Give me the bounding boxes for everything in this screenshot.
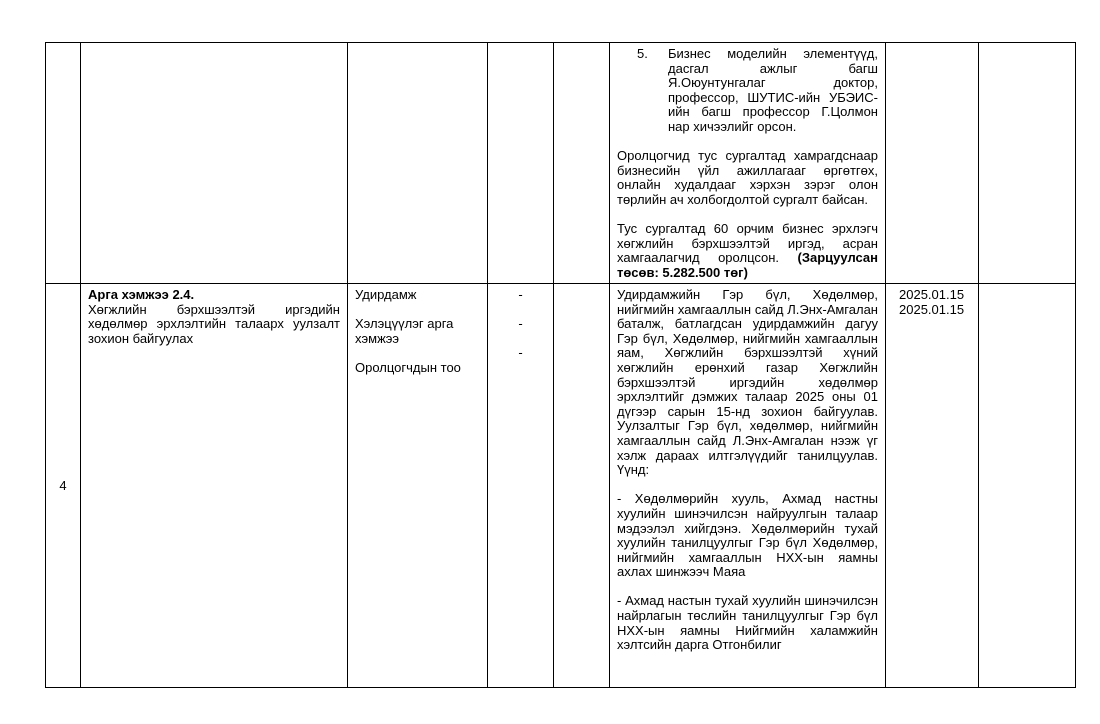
indicator-label: Оролцогчдын тоо [355, 359, 461, 375]
cell-last-empty [979, 284, 1076, 688]
row-number-cell: 4 [46, 284, 81, 688]
table-row-activity-4 [46, 284, 1076, 688]
cell-number-empty [46, 43, 81, 284]
results-paragraph: - Хөдөлмөрийн хууль, Ахмад настны хуулийн шинэчилсэн найруулгын талаар мэдээлэл хийгдэнэ. Хөдөлмөрийн тухай хуулийн танилцуулгыг Гэр бүл Хөдөлмөр, нийгмийн хамгааллын НХХ-ын яамны ахлах шинжээч Маяа [617, 491, 878, 580]
indicator-label: Хэлэцүүлэг арга хэмжээ [355, 316, 454, 346]
indicator-values-cell [488, 284, 554, 688]
cell-values-empty [488, 43, 554, 284]
cell-results-continuation [610, 43, 886, 284]
results-cell [610, 284, 886, 688]
numbered-list-item [617, 47, 878, 135]
report-table [45, 42, 1076, 688]
activity-description: Хөгжлийн бэрхшээлтэй иргэдийн хөдөлмөр эрхлэлтийн талаарх уулзалт зохион байгуулах [88, 301, 340, 346]
list-item-number: 5. [637, 46, 648, 61]
cell-activity-empty [81, 43, 348, 284]
budget-note: (Зарцуулсан төсөв: 5.282.500 төг) [617, 250, 878, 280]
date-value: 2025.01.15 [899, 287, 965, 302]
cell-spacer-empty [554, 284, 610, 688]
results-paragraph: Удирдамжийн Гэр бүл, Хөдөлмөр, нийгмийн хамгааллын сайд Л.Энх-Амгалан баталж, батлагдсан удирдамжийн дагуу Гэр бүл, Хөдөлмөр, нийгмийн хамгааллын яам, Хөгжлийн бэрхшээлтэй хүний хөгжлийн ерөнхий газар Хөгжлийн бэрхшээлтэй иргэдийн хөдөлмөр эрхлэлтийг дэмжих талаар 2025 оны 01 дүгээр сарын 15-нд зохион байгуулав. Уулзалтыг Гэр бүл, хөдөлмөр, нийгмийн хамгааллын сайд Л.Энх-Амгалан нээж үг хэлж дараах илтгэлүүдийг танилцуулав. Үүнд: [617, 287, 878, 478]
indicator-value: - [518, 287, 523, 302]
date-value: 2025.01.15 [899, 301, 965, 317]
paragraph-gap [617, 478, 878, 493]
paragraph-gap [617, 208, 878, 223]
activity-title: Арга хэмжээ 2.4. [88, 287, 195, 302]
cell-spacer-empty [554, 43, 610, 284]
indicator-label: Удирдамж [355, 287, 417, 302]
list-item-text: Бизнес моделийн элементүүд, дасгал ажлыг багш Я.Оюунтунгалаг доктор, профессор, ШУТИС-ийн УБЭИС-ийн багш профессор Г.Цолмон нар хичээлийг орсон. [668, 46, 878, 134]
dates-cell [886, 284, 979, 688]
cell-indicators-empty [348, 43, 488, 284]
indicator-value: - [518, 316, 523, 332]
activity-cell [81, 284, 348, 688]
table-row-continuation [46, 43, 1076, 284]
results-paragraph-text: Тус сургалтад 60 орчим бизнес эрхлэгч хөгжлийн бэрхшээлтэй иргэд, асран хамгаалагчид оролцсон. [617, 221, 878, 266]
results-paragraph: Оролцогчид тус сургалтад хамрагдснаар бизнесийн үйл ажиллагааг өргөтгөх, онлайн худалдааг хэрхэн зэрэг олон төрлийн ач холбогдолтой сургалт байсан. [617, 148, 878, 207]
paragraph-gap [617, 580, 878, 595]
indicators-cell [348, 284, 488, 688]
cell-last-empty [979, 43, 1076, 284]
results-paragraph [617, 222, 878, 280]
paragraph-gap [617, 135, 878, 150]
indicator-value: - [518, 345, 523, 361]
cell-dates-empty [886, 43, 979, 284]
results-paragraph: - Ахмад настын тухай хуулийн шинэчилсэн найрлагын төслийн танилцуулгыг Гэр бүл НХХ-ын яамны Нийгмийн халамжийн хэлтсийн дарга Отгонбилиг [617, 593, 878, 653]
